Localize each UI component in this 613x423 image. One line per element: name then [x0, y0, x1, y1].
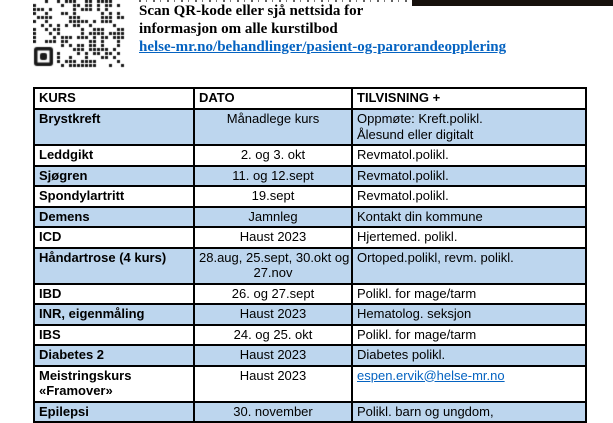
table-row: [34, 109, 586, 145]
column-header-dato: DATO: [194, 88, 352, 109]
referral-cell-text: Revmatol.polikl.: [357, 167, 449, 183]
date-cell-text: Haust 2023: [239, 347, 307, 362]
course-cell-text: Demens: [39, 208, 90, 224]
referral-cell-text: Hjertemed. polikl.: [357, 229, 458, 244]
date-cell: [194, 248, 352, 284]
course-cell: [34, 304, 194, 325]
course-cell: [34, 284, 194, 305]
date-cell-text: 11. og 12.sept: [232, 167, 314, 183]
referral-cell: [352, 145, 586, 166]
table-row: [34, 402, 586, 423]
qr-caption-line1: Scan QR-kode eller sjå nettsida for: [139, 3, 364, 19]
referral-cell-text: Revmatol.polikl.: [357, 147, 449, 162]
referral-cell-text: Ålesund eller digitalt: [357, 126, 474, 142]
table-row: [34, 207, 586, 228]
date-cell: [194, 402, 352, 423]
date-cell: [194, 325, 352, 346]
date-cell-text: 24. og 25. okt: [233, 326, 313, 342]
referral-cell: [352, 186, 586, 207]
date-cell: [194, 304, 352, 325]
date-cell-text: 30. november: [233, 403, 313, 419]
date-cell-text: Månadlege kurs: [226, 111, 320, 126]
referral-cell: [352, 304, 586, 325]
date-cell-text: Haust 2023: [239, 229, 307, 244]
email-link[interactable]: espen.ervik@helse-mr.no: [357, 367, 505, 383]
course-cell: [34, 166, 194, 187]
date-cell-text: 19.sept: [251, 188, 295, 203]
column-header-kurs: KURS: [34, 88, 194, 109]
referral-cell-text: Polikl. barn og ungdom,: [357, 403, 494, 419]
table-header-row: [34, 88, 586, 109]
referral-cell: [352, 166, 586, 187]
table-row: [34, 166, 586, 187]
course-cell-text: Meistringskurs: [39, 367, 132, 383]
date-cell: [194, 145, 352, 166]
date-cell-text: 26. og 27.sept: [231, 285, 315, 301]
course-cell-text: Brystkreft: [39, 111, 101, 126]
referral-cell: [352, 207, 586, 228]
referral-cell: [352, 325, 586, 346]
date-cell: [194, 186, 352, 207]
table-row: [34, 366, 586, 402]
course-cell: [34, 186, 194, 207]
referral-cell-text: Hematolog. seksjon: [357, 306, 472, 321]
referral-cell: [352, 366, 586, 402]
table-row: [34, 304, 586, 325]
course-cell: [34, 325, 194, 346]
date-cell: [194, 284, 352, 305]
course-cell: [34, 345, 194, 366]
course-table: [33, 87, 587, 423]
referral-cell: [352, 109, 586, 145]
course-cell: [34, 366, 194, 402]
cropped-text-remnant: [139, 0, 407, 2]
course-cell: [34, 207, 194, 228]
course-cell-text: IBD: [39, 285, 62, 301]
date-cell-text: 27.nov: [253, 265, 293, 280]
referral-cell-text: Polikl. for mage/tarm: [357, 285, 477, 301]
course-table-body: [34, 109, 586, 422]
referral-cell: [352, 227, 586, 248]
course-cell-text: Diabetes 2: [39, 347, 105, 362]
table-row: [34, 227, 586, 248]
table-row: [34, 186, 586, 207]
course-cell-text: Epilepsi: [39, 403, 89, 419]
course-info-link[interactable]: helse-mr.no/behandlinger/pasient-og-parorandeopplering: [139, 39, 507, 55]
course-cell: [34, 402, 194, 423]
date-cell-text: 28.aug, 25.sept, 30.okt og: [199, 249, 350, 265]
referral-cell-text: Revmatol.polikl.: [357, 188, 449, 203]
table-row: [34, 284, 586, 305]
date-cell: [194, 207, 352, 228]
date-cell-text: 2. og 3. okt: [240, 147, 306, 162]
date-cell: [194, 227, 352, 248]
table-row: [34, 345, 586, 366]
table-row: [34, 325, 586, 346]
qr-code-icon: [33, 0, 125, 68]
column-header-tilvisning: TILVISNING +: [352, 88, 586, 109]
course-cell: [34, 145, 194, 166]
referral-cell-text: Kontakt din kommune: [357, 208, 483, 224]
date-cell: [194, 345, 352, 366]
course-cell-text: «Framover»: [39, 383, 113, 398]
referral-cell: [352, 284, 586, 305]
date-cell-text: Jamnleg: [248, 208, 298, 224]
referral-cell-text: Polikl. for mage/tarm: [357, 326, 477, 342]
course-cell-text: INR, eigenmåling: [39, 306, 145, 321]
referral-cell-text: Ortoped.polikl, revm. polikl.: [357, 249, 514, 265]
qr-caption: [139, 3, 579, 57]
course-cell: [34, 227, 194, 248]
course-cell: [34, 109, 194, 145]
qr-caption-line2: informasjon om alle kurstilbod: [139, 20, 338, 37]
table-row: [34, 248, 586, 284]
date-cell: [194, 166, 352, 187]
course-cell-text: Spondylartritt: [39, 188, 125, 203]
date-cell-text: Haust 2023: [239, 306, 307, 321]
course-cell-text: Sjøgren: [39, 167, 88, 183]
date-cell: [194, 366, 352, 402]
referral-cell: [352, 345, 586, 366]
date-cell-text: Haust 2023: [239, 367, 307, 383]
course-cell: [34, 248, 194, 284]
referral-cell-text: Diabetes polikl.: [357, 347, 446, 362]
course-cell-text: ICD: [39, 229, 62, 244]
referral-cell: [352, 248, 586, 284]
referral-cell-text: Oppmøte: Kreft.polikl.: [357, 111, 483, 126]
table-row: [34, 145, 586, 166]
course-cell-text: Leddgikt: [39, 147, 94, 162]
course-cell-text: IBS: [39, 326, 61, 342]
date-cell: [194, 109, 352, 145]
course-cell-text: Håndartrose (4 kurs): [39, 249, 167, 265]
referral-cell: [352, 402, 586, 423]
